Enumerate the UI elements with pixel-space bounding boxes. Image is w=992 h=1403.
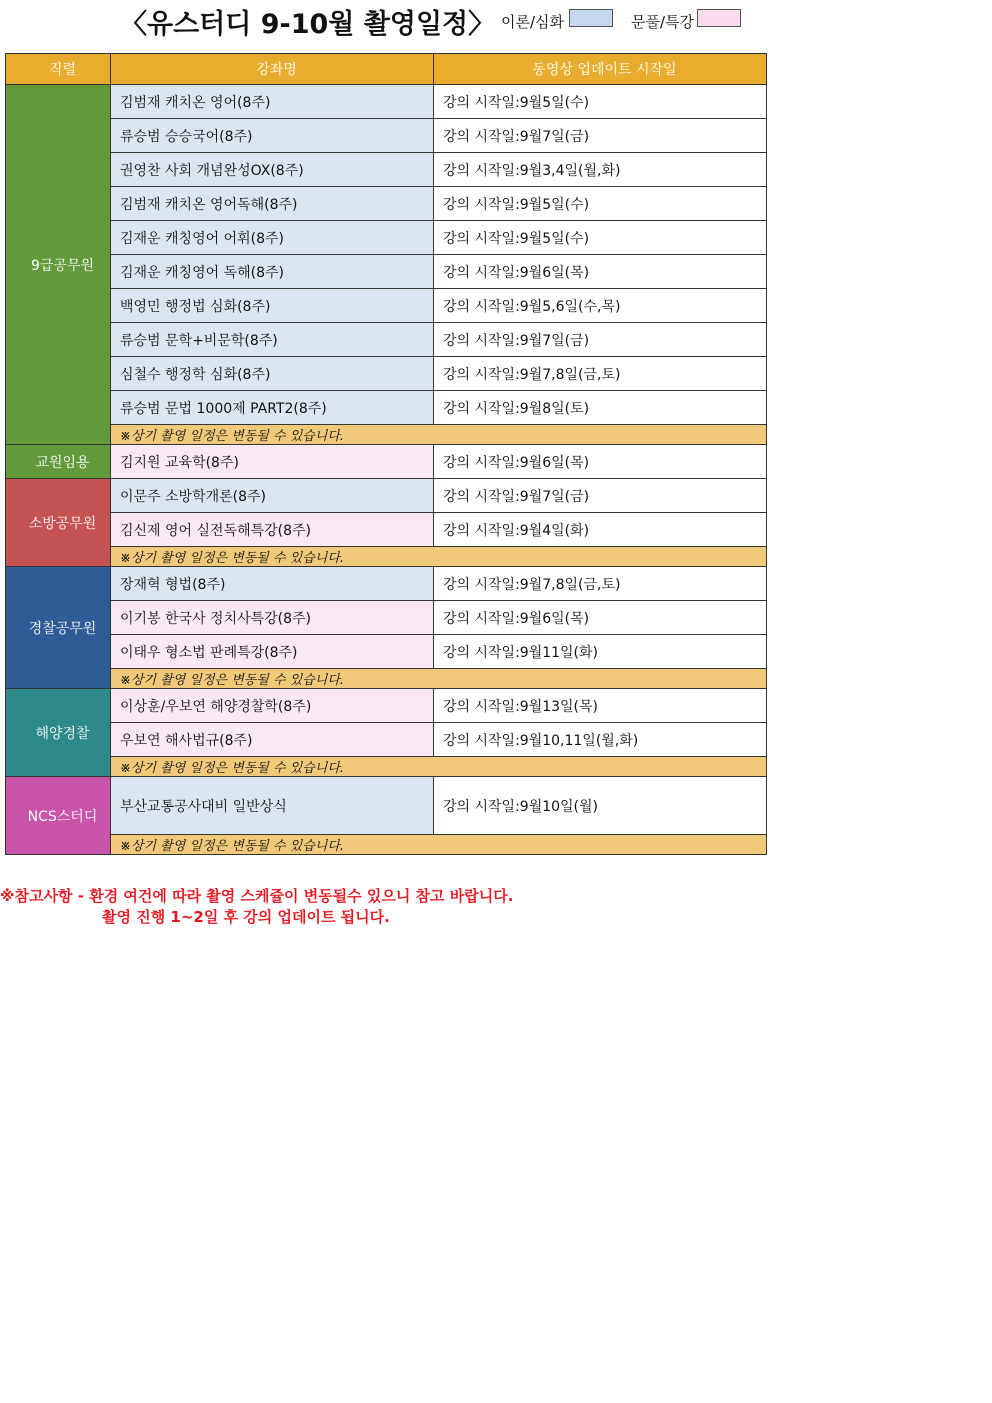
- course-name-cell: 김범재 캐치온 영어독해(8주): [111, 187, 434, 221]
- header: [0, 0, 992, 40]
- start-date-cell: 강의 시작일:9월7일(금): [434, 119, 767, 153]
- schedule-change-note: ※상기 촬영 일정은 변동될 수 있습니다.: [111, 669, 767, 689]
- course-name-cell: 김지원 교육학(8주): [111, 445, 434, 479]
- footer-line-2: 촬영 진행 1~2일 후 강의 업데이트 됩니다.: [102, 908, 390, 926]
- table-row: [6, 85, 767, 119]
- start-date-cell: 강의 시작일:9월13일(목): [434, 689, 767, 723]
- table-row: [6, 777, 767, 835]
- course-name-cell: 이상훈/우보연 해양경찰학(8주): [111, 689, 434, 723]
- note-row: [6, 757, 767, 777]
- start-date-cell: 강의 시작일:9월10,11일(월,화): [434, 723, 767, 757]
- category-cell: 9급공무원: [6, 85, 111, 445]
- note-row: [6, 547, 767, 567]
- course-name-cell: 이태우 형소법 판례특강(8주): [111, 635, 434, 669]
- note-row: [6, 425, 767, 445]
- course-name-cell: 김범재 캐치온 영어(8주): [111, 85, 434, 119]
- start-date-cell: 강의 시작일:9월6일(목): [434, 255, 767, 289]
- start-date-cell: 강의 시작일:9월7일(금): [434, 479, 767, 513]
- start-date-cell: 강의 시작일:9월6일(목): [434, 601, 767, 635]
- course-name-cell: 이문주 소방학개론(8주): [111, 479, 434, 513]
- course-name-cell: 장재혁 형법(8주): [111, 567, 434, 601]
- schedule-change-note: ※상기 촬영 일정은 변동될 수 있습니다.: [111, 835, 767, 855]
- header-category: 직렬: [6, 54, 111, 85]
- table-row: [6, 357, 767, 391]
- start-date-cell: 강의 시작일:9월7,8일(금,토): [434, 357, 767, 391]
- table-row: [6, 513, 767, 547]
- start-date-cell: 강의 시작일:9월5,6일(수,목): [434, 289, 767, 323]
- category-cell: 교원임용: [6, 445, 111, 479]
- category-cell: 소방공무원: [6, 479, 111, 567]
- table-row: [6, 689, 767, 723]
- start-date-cell: 강의 시작일:9월5일(수): [434, 85, 767, 119]
- footer-line-1: ※참고사항 - 환경 여건에 따라 촬영 스케쥴이 변동될수 있으니 참고 바랍니다.: [0, 887, 514, 905]
- legend-swatch-theory: [569, 9, 613, 27]
- category-cell: 경찰공무원: [6, 567, 111, 689]
- table-row: [6, 289, 767, 323]
- page-title: 〈유스터디 9-10월 촬영일정〉: [120, 9, 496, 40]
- start-date-cell: 강의 시작일:9월10일(월): [434, 777, 767, 835]
- start-date-cell: 강의 시작일:9월5일(수): [434, 221, 767, 255]
- table-row: [6, 119, 767, 153]
- course-name-cell: 심철수 행정학 심화(8주): [111, 357, 434, 391]
- table-row: [6, 255, 767, 289]
- legend-label-theory: 이론/심화: [501, 13, 565, 31]
- course-name-cell: 백영민 행정법 심화(8주): [111, 289, 434, 323]
- start-date-cell: 강의 시작일:9월4일(화): [434, 513, 767, 547]
- course-name-cell: 이기봉 한국사 정치사특강(8주): [111, 601, 434, 635]
- course-name-cell: 부산교통공사대비 일반상식: [111, 777, 434, 835]
- schedule-body: [6, 85, 767, 855]
- category-cell: NCS스터디: [6, 777, 111, 855]
- schedule-change-note: ※상기 촬영 일정은 변동될 수 있습니다.: [111, 547, 767, 567]
- course-name-cell: 김신제 영어 실전독해특강(8주): [111, 513, 434, 547]
- legend-label-special: 문풀/특강: [631, 13, 695, 31]
- note-row: [6, 835, 767, 855]
- course-name-cell: 류승범 문학+비문학(8주): [111, 323, 434, 357]
- course-name-cell: 류승범 승승국어(8주): [111, 119, 434, 153]
- start-date-cell: 강의 시작일:9월7일(금): [434, 323, 767, 357]
- start-date-cell: 강의 시작일:9월11일(화): [434, 635, 767, 669]
- legend-swatch-special: [697, 9, 741, 27]
- table-row: [6, 445, 767, 479]
- course-name-cell: 권영찬 사회 개념완성OX(8주): [111, 153, 434, 187]
- table-row: [6, 567, 767, 601]
- table-row: [6, 187, 767, 221]
- header-course: 강좌명: [111, 54, 434, 85]
- table-row: [6, 635, 767, 669]
- table-row: [6, 323, 767, 357]
- table-row: [6, 479, 767, 513]
- start-date-cell: 강의 시작일:9월6일(목): [434, 445, 767, 479]
- schedule-table: [5, 53, 767, 855]
- start-date-cell: 강의 시작일:9월5일(수): [434, 187, 767, 221]
- table-row: [6, 601, 767, 635]
- schedule-change-note: ※상기 촬영 일정은 변동될 수 있습니다.: [111, 425, 767, 445]
- course-name-cell: 류승범 문법 1000제 PART2(8주): [111, 391, 434, 425]
- start-date-cell: 강의 시작일:9월7,8일(금,토): [434, 567, 767, 601]
- course-name-cell: 김재운 캐칭영어 독해(8주): [111, 255, 434, 289]
- course-name-cell: 우보연 해사법규(8주): [111, 723, 434, 757]
- note-row: [6, 669, 767, 689]
- course-name-cell: 김재운 캐칭영어 어휘(8주): [111, 221, 434, 255]
- start-date-cell: 강의 시작일:9월3,4일(월,화): [434, 153, 767, 187]
- table-row: [6, 723, 767, 757]
- header-start-date: 동영상 업데이트 시작일: [434, 54, 767, 85]
- table-row: [6, 391, 767, 425]
- table-row: [6, 221, 767, 255]
- category-cell: 해양경찰: [6, 689, 111, 777]
- table-row: [6, 153, 767, 187]
- schedule-change-note: ※상기 촬영 일정은 변동될 수 있습니다.: [111, 757, 767, 777]
- start-date-cell: 강의 시작일:9월8일(토): [434, 391, 767, 425]
